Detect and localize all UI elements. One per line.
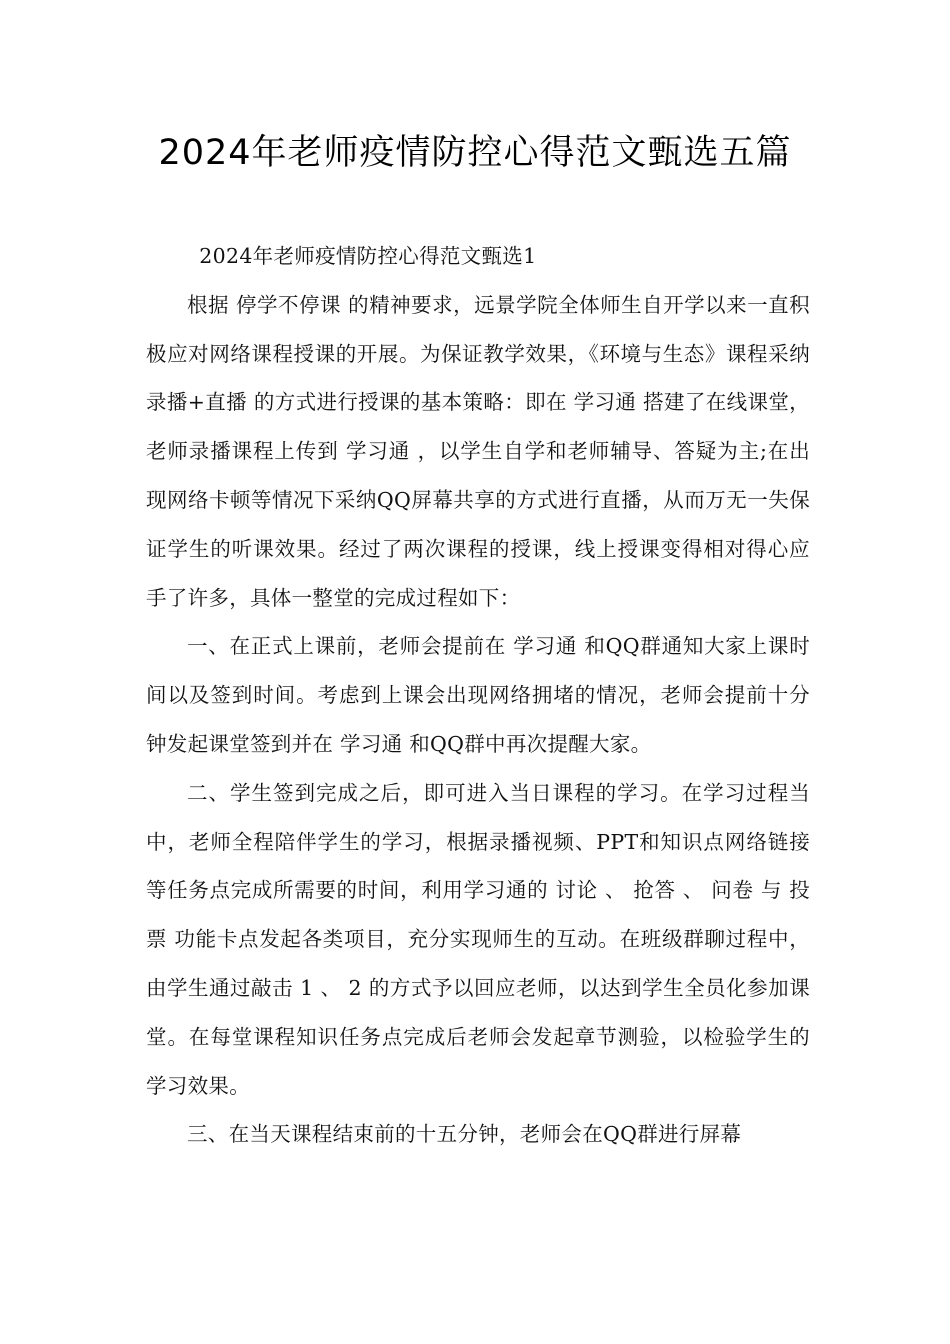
document-title: 2024年老师疫情防控心得范文甄选五篇 (158, 133, 792, 173)
paragraph-step-three: 三、在当天课程结束前的十五分钟，老师会在QQ群进行屏幕 (187, 1122, 742, 1147)
paragraph-step-two: 二、学生签到完成之后，即可进入当日课程的学习。在学习过程当中，老师全程陪伴学生的学习，根据录播视频、PPT和知识点网络链接等任务点完成所需要的时间，利用学习通的 讨论 、 抢答 、 问卷 与 投票 功能卡点发起各类项目，充分实现师生的互动。在班级群聊过程中，由学生通过敲击 1 、 2 的方式予以回应老师，以达到学生全员化参加课堂。在每堂课程知识任务点完成后老师会发起章节测验，以检验学生的学习效果。 (146, 780, 810, 1098)
document-body (146, 232, 810, 1159)
paragraph-step-one: 一、在正式上课前，老师会提前在 学习通 和QQ群通知大家上课时间以及签到时间。考虑到上课会出现网络拥堵的情况，老师会提前十分钟发起课堂签到并在 学习通 和QQ群中再次提醒大家。 (146, 634, 810, 756)
paragraph-intro: 根据 停学不停课 的精神要求，远景学院全体师生自开学以来一直积极应对网络课程授课的开展。为保证教学效果，《环境与生态》课程采纳 录播+直播 的方式进行授课的基本策略：即在 学习通 搭建了在线课堂，老师录播课程上传到 学习通 ，以学生自学和老师辅导、答疑为主;在出现网络卡顿等情况下采纳QQ屏幕共享的方式进行直播，从而万无一失保证学生的听课效果。经过了两次课程的授课，线上授课变得相对得心应手了许多，具体一整堂的完成过程如下： (146, 292, 810, 610)
section-title: 2024年老师疫情防控心得范文甄选1 (199, 244, 537, 268)
